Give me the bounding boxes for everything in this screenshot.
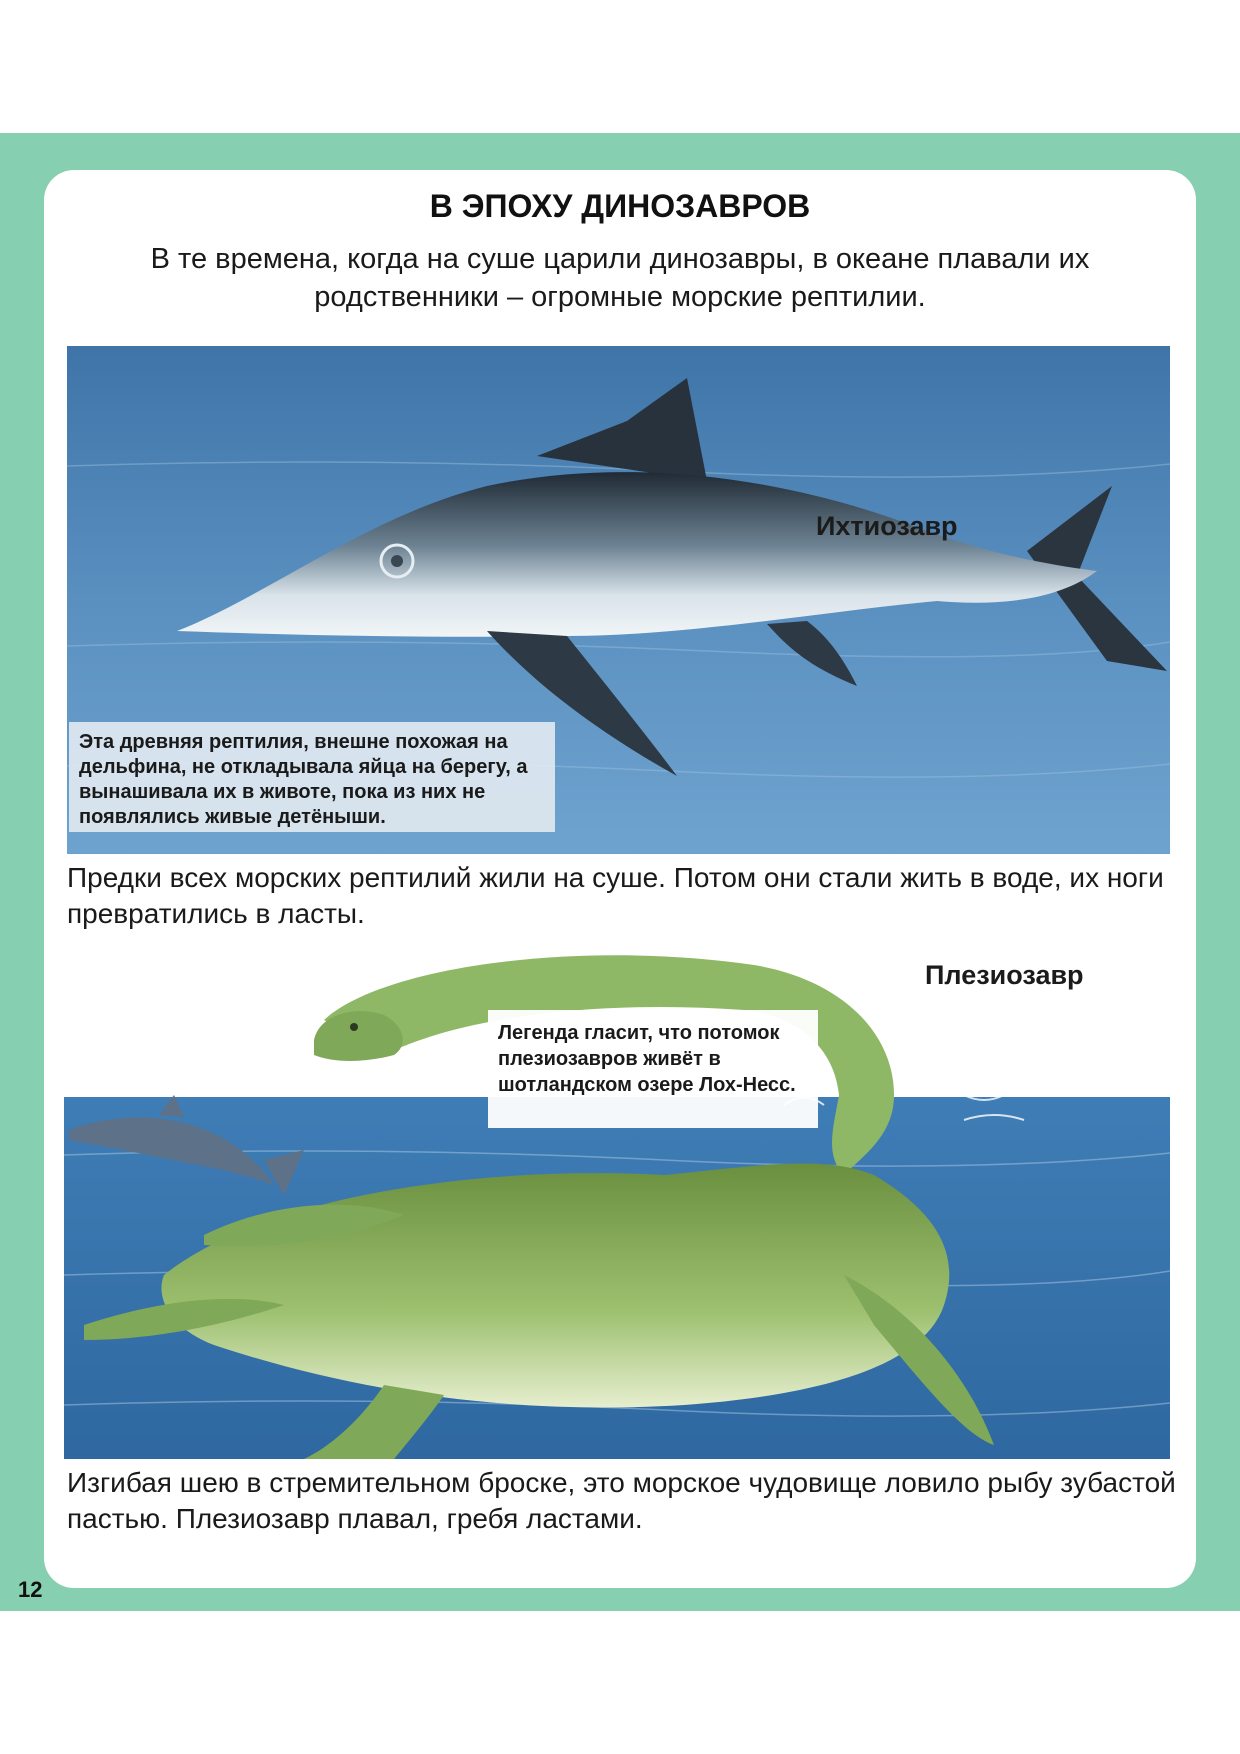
middle-paragraph: Предки всех морских рептилий жили на суше. Потом они стали жить в воде, их ноги превратились в ласты.	[67, 862, 1164, 929]
ichthyosaur-note: Эта древняя рептилия, внешне похожая на дельфина, не откладывала яйца на берегу, а вынашивала их в животе, пока из них не появлялись живые детёныши.	[69, 722, 555, 832]
plesiosaur-label: Плезиозавр	[925, 960, 1084, 990]
page-title: В ЭПОХУ ДИНОЗАВРОВ	[429, 188, 811, 224]
bottom-paragraph: Изгибая шею в стремительном броске, это морское чудовище ловило рыбу зубастой пастью. Плезиозавр плавал, гребя ластами.	[67, 1467, 1176, 1534]
plesiosaur-note: Легенда гласит, что потомок плезиозавров живёт в шотландском озере Лох-Несс.	[488, 1010, 818, 1128]
page-number: 12	[18, 1577, 43, 1602]
ichthyosaur-label: Ихтиозавр	[816, 511, 958, 541]
intro-paragraph: В те времена, когда на суше царили динозавры, в океане плавали их родственники – огромные морские рептилии.	[150, 243, 1090, 313]
